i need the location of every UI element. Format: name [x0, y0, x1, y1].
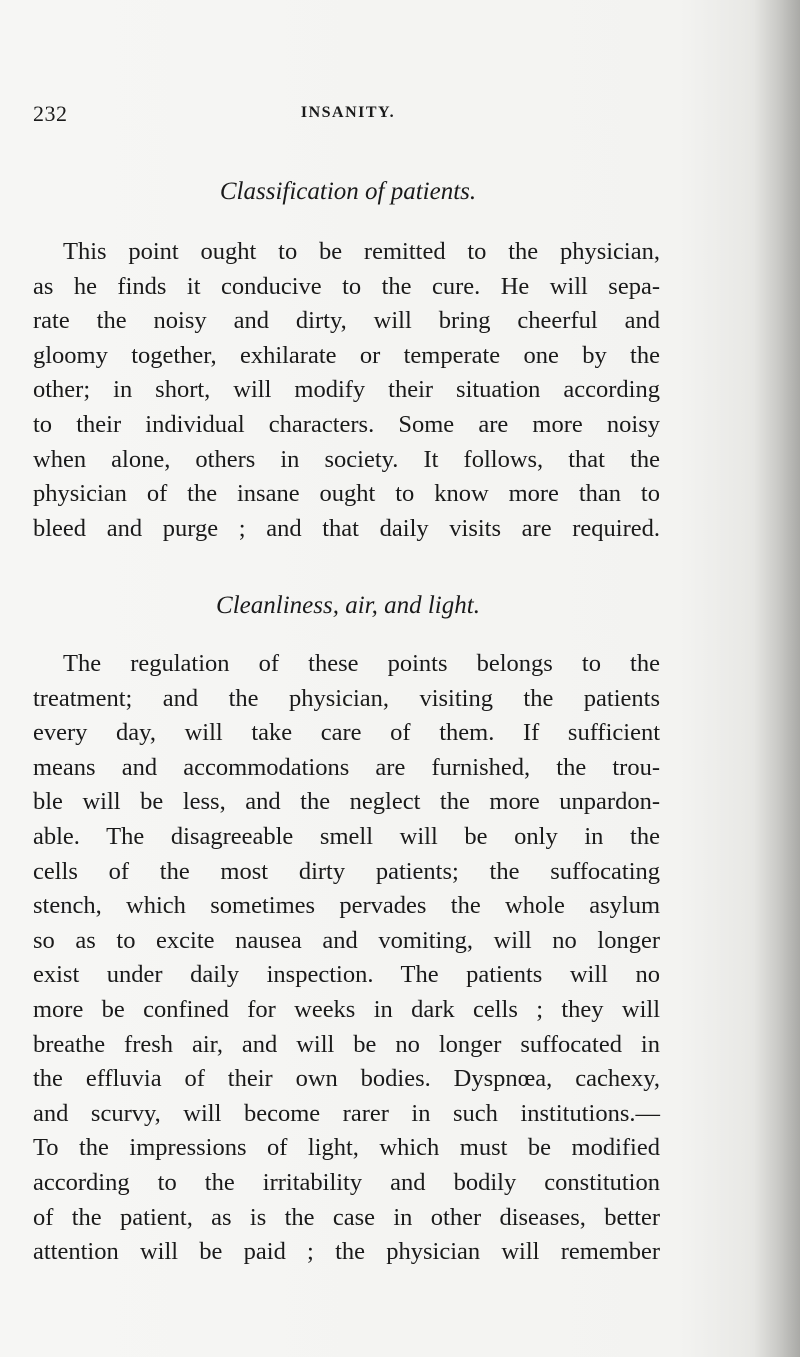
text-line: rate the noisy and dirty, will bring cheerful and [33, 307, 660, 335]
running-head [33, 101, 663, 131]
text-line: physician of the insane ought to know more than to [33, 480, 660, 508]
paragraph-cleanliness [33, 647, 660, 1270]
text-line: the effluvia of their own bodies. Dyspnœa, cachexy, [33, 1065, 660, 1093]
text-line: as he finds it conducive to the cure. He will sepa- [33, 272, 660, 300]
text-line: so as to excite nausea and vomiting, will no longer [33, 926, 660, 954]
section-heading-cleanliness: Cleanliness, air, and light. [216, 592, 480, 619]
text-line: bleed and purge ; and that daily visits are required. [33, 514, 660, 542]
text-line: every day, will take care of them. If sufficient [33, 719, 660, 747]
text-line: The regulation of these points belongs to the [63, 650, 660, 677]
paragraph-classification [33, 235, 660, 546]
text-line: when alone, others in society. It follows, that the [33, 445, 660, 473]
text-line: other; in short, will modify their situation according [33, 376, 660, 404]
text-line: treatment; and the physician, visiting the patients [33, 684, 660, 712]
page-gutter-shadow [754, 0, 800, 1357]
text-line: more be confined for weeks in dark cells ; they will [33, 995, 660, 1023]
text-line: able. The disagreeable smell will be only in the [33, 822, 660, 850]
running-title: INSANITY. [300, 104, 396, 121]
text-line: to their individual characters. Some are more noisy [33, 410, 660, 438]
text-line: This point ought to be remitted to the physician, [63, 238, 660, 265]
text-line: gloomy together, exhilarate or temperate one by the [33, 341, 660, 369]
text-line: exist under daily inspection. The patients will no [33, 961, 660, 989]
section-heading-classification: Classification of patients. [219, 178, 477, 205]
text-line: cells of the most dirty patients; the suffocating [33, 857, 660, 885]
page-number: 232 [33, 101, 68, 126]
text-line: ble will be less, and the neglect the more unpardon- [33, 788, 660, 816]
text-line: according to the irritability and bodily constitution [33, 1168, 660, 1196]
text-line: breathe fresh air, and will be no longer suffocated in [33, 1030, 660, 1058]
text-line: means and accommodations are furnished, the trou- [33, 753, 660, 781]
text-line: and scurvy, will become rarer in such institutions.— [33, 1099, 660, 1127]
text-line: of the patient, as is the case in other diseases, better [33, 1203, 660, 1231]
text-line: To the impressions of light, which must be modified [33, 1134, 660, 1162]
text-line: stench, which sometimes pervades the whole asylum [33, 892, 660, 920]
text-line: attention will be paid ; the physician will remember [33, 1238, 660, 1266]
